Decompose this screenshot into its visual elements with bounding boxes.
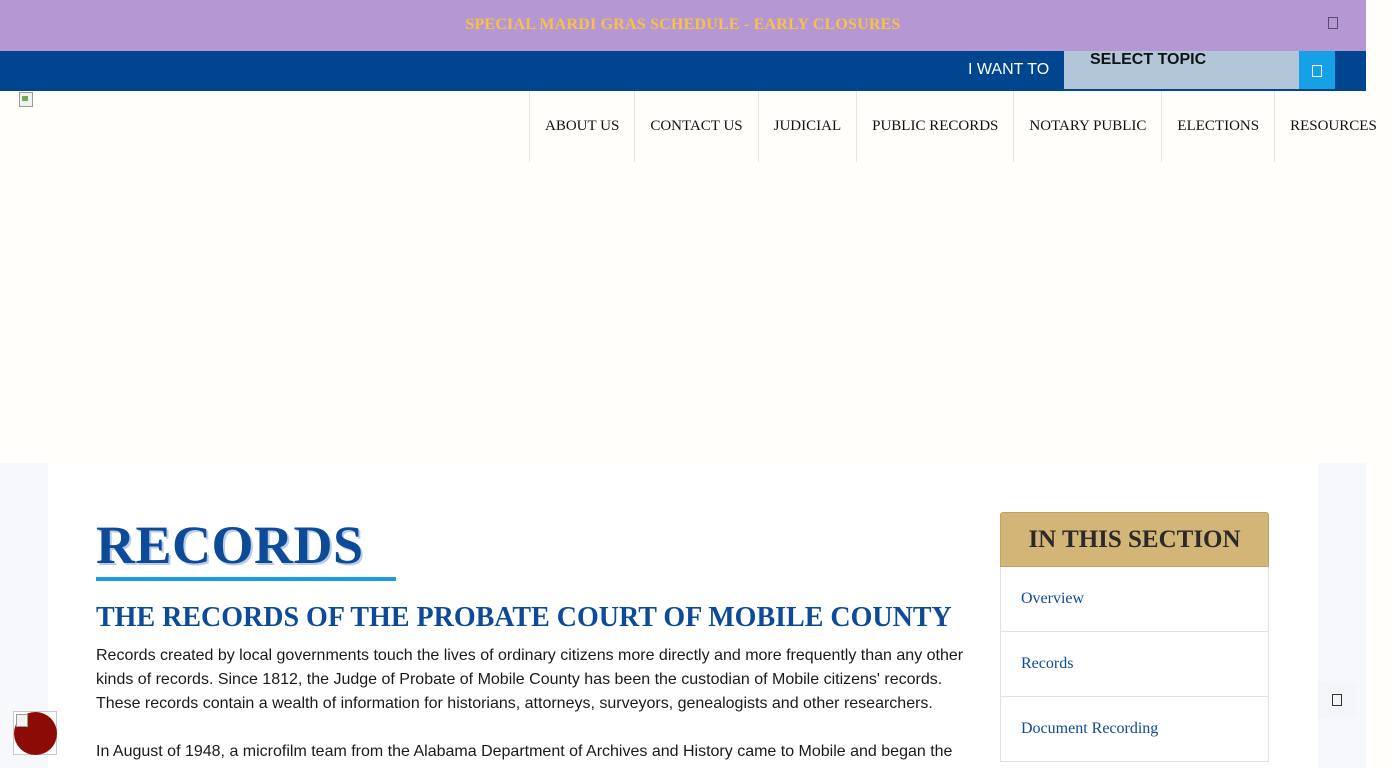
nav-item-resources[interactable]: RESOURCES	[1274, 91, 1392, 162]
topic-select[interactable]	[1064, 51, 1299, 89]
sidebar-item-document-recording[interactable]: Document Recording	[1000, 697, 1269, 762]
nav-item-about-us[interactable]: ABOUT US	[529, 91, 634, 162]
close-icon[interactable]	[1328, 17, 1338, 29]
page-gutter-right	[1318, 463, 1366, 768]
nav-item-notary-public[interactable]: NOTARY PUBLIC	[1013, 91, 1161, 162]
nav-item-judicial[interactable]: JUDICIAL	[758, 91, 857, 162]
sidebar-item-overview[interactable]: Overview	[1000, 567, 1269, 632]
topic-go-button[interactable]	[1299, 51, 1335, 89]
body-paragraph: Records created by local governments touch the lives of ordinary citizens more directly and more frequently than any other kinds of records. Since 1812, the Judge of Probate of Mobile County has been the custodian of Mobile citizens' records. These records contain a wealth of information for historians, attorneys, surveyors, genealogists and other researchers.	[96, 647, 964, 712]
sidebar-heading: IN THIS SECTION	[1000, 512, 1269, 567]
image-placeholder-icon	[16, 714, 28, 727]
topic-select-value: SELECT TOPIC	[1090, 51, 1207, 68]
nav-item-elections[interactable]: ELECTIONS	[1161, 91, 1274, 162]
nav-item-public-records[interactable]: PUBLIC RECORDS	[856, 91, 1013, 162]
i-want-to-label: I WANT TO	[968, 61, 1050, 78]
main-nav	[529, 91, 1392, 162]
utility-bar	[0, 51, 1366, 91]
nav-item-contact-us[interactable]: CONTACT US	[634, 91, 757, 162]
alert-bar	[0, 0, 1366, 51]
search-icon	[1312, 65, 1322, 77]
section-sidebar	[1000, 512, 1269, 762]
accessibility-widget-button[interactable]	[13, 711, 57, 755]
arrow-up-icon	[1332, 694, 1342, 706]
title-underline	[96, 577, 396, 581]
alert-link[interactable]: SPECIAL MARDI GRAS SCHEDULE - EARLY CLOSURES	[465, 16, 901, 33]
page-subtitle: THE RECORDS OF THE PROBATE COURT OF MOBILE COUNTY	[96, 602, 952, 633]
site-logo[interactable]	[18, 91, 34, 107]
scroll-to-top-button[interactable]	[1318, 681, 1356, 719]
body-paragraph: In August of 1948, a microfilm team from the Alabama Department of Archives and History came to Mobile and began the	[96, 743, 953, 760]
sidebar-item-records[interactable]: Records	[1000, 632, 1269, 697]
page-title: RECORDS	[96, 515, 364, 575]
